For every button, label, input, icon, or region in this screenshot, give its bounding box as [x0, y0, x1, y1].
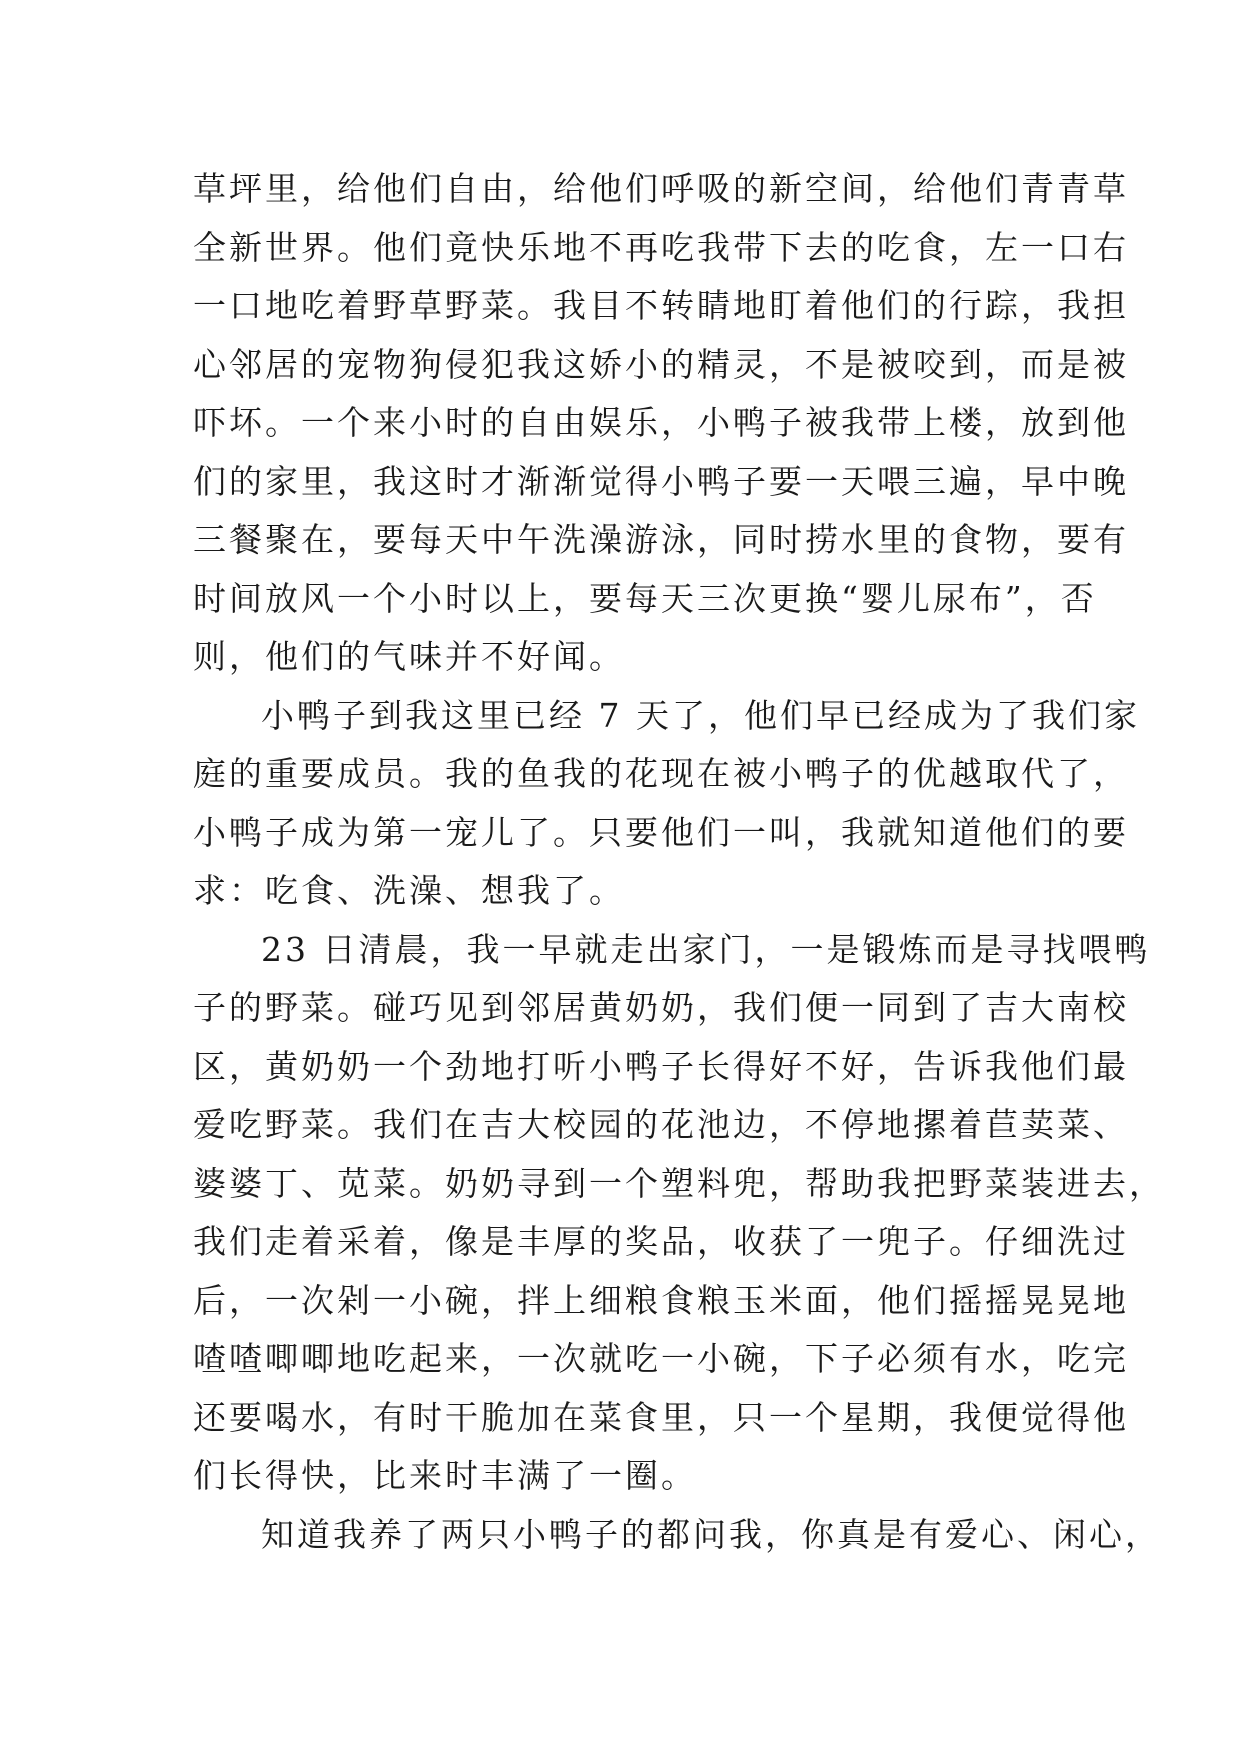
text-line: 后，一次剁一小碗，拌上细粮食粮玉米面，他们摇摇晃晃地 [193, 1280, 1129, 1320]
paragraph-first-line: 23 日清晨，我一早就走出家门，一是锻炼而是寻找喂鸭 [261, 929, 1151, 969]
text-line: 全新世界。他们竟快乐地不再吃我带下去的吃食，左一口右 [193, 227, 1129, 267]
paragraph-first-line: 小鸭子到我这里已经 7 天了，他们早已经成为了我们家 [261, 695, 1140, 735]
text-line: 三餐聚在，要每天中午洗澡游泳，同时捞水里的食物，要有 [193, 520, 1129, 559]
text-line: 草坪里，给他们自由，给他们呼吸的新空间，给他们青青草 [193, 169, 1129, 208]
body-text [193, 160, 1165, 1564]
text-line: 区，黄奶奶一个劲地打听小鸭子长得好不好，告诉我他们最 [193, 1046, 1129, 1086]
text-line: 爱吃野菜。我们在吉大校园的花池边，不停地摞着苣荬菜、 [193, 1105, 1129, 1144]
text-line: 吓坏。一个来小时的自由娱乐，小鸭子被我带上楼，放到他 [193, 403, 1129, 442]
text-line: 则，他们的气味并不好闻。 [193, 637, 625, 676]
text-line: 还要喝水，有时干脆加在菜食里，只一个星期，我便觉得他 [193, 1397, 1129, 1437]
text-line: 心邻居的宠物狗侵犯我这娇小的精灵，不是被咬到，而是被 [193, 344, 1129, 384]
text-line: 喳喳唧唧地吃起来，一次就吃一小碗，下子必须有水，吃完 [193, 1339, 1129, 1378]
text-line: 们的家里，我这时才渐渐觉得小鸭子要一天喂三遍，早中晚 [193, 461, 1129, 501]
text-line: 婆婆丁、苋菜。奶奶寻到一个塑料兜，帮助我把野菜装进去， [193, 1163, 1165, 1203]
text-line: 们长得快，比来时丰满了一圈。 [193, 1456, 697, 1495]
text-line: 一口地吃着野草野菜。我目不转睛地盯着他们的行踪，我担 [193, 286, 1129, 325]
text-line: 子的野菜。碰巧见到邻居黄奶奶，我们便一同到了吉大南校 [193, 988, 1129, 1027]
text-line: 我们走着采着，像是丰厚的奖品，收获了一兜子。仔细洗过 [193, 1222, 1129, 1261]
paragraph-first-line: 知道我养了两只小鸭子的都问我，你真是有爱心、闲心， [261, 1514, 1161, 1554]
text-line: 时间放风一个小时以上，要每天三次更换“婴儿尿布”，否 [193, 578, 1097, 618]
text-line: 庭的重要成员。我的鱼我的花现在被小鸭子的优越取代了， [193, 754, 1129, 793]
text-line: 求：吃食、洗澡、想我了。 [193, 871, 625, 910]
text-line: 小鸭子成为第一宠儿了。只要他们一叫，我就知道他们的要 [193, 812, 1129, 852]
